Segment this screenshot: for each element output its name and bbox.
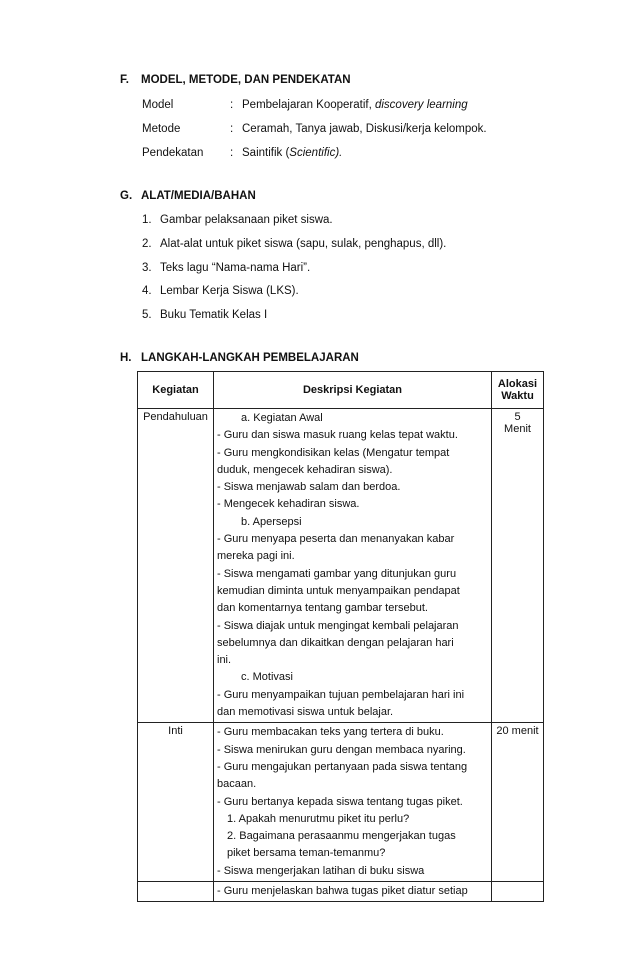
kegiatan-inti: Inti — [138, 723, 214, 882]
section-g-letter: G. — [120, 190, 133, 202]
metode-key: Metode — [142, 123, 181, 135]
list-item-number: 2. — [142, 238, 152, 250]
desc-line: - Guru mengkondisikan kelas (Mengatur tempat — [217, 446, 450, 459]
desc-line: - Guru menjelaskan bahwa tugas piket diatur setiap — [217, 885, 468, 898]
table-header-row — [138, 372, 544, 409]
header-kegiatan: Kegiatan — [138, 372, 214, 409]
section-h-title — [120, 352, 359, 364]
section-f-title — [120, 74, 351, 86]
table-row-inti-continued — [138, 882, 544, 902]
desc-line: - Guru dan siswa masuk ruang kelas tepat waktu. — [217, 429, 458, 442]
learning-steps-table — [137, 371, 544, 902]
table-row-inti — [138, 723, 544, 882]
subheading-motivasi: c. Motivasi — [241, 671, 293, 684]
list-item-text: Teks lagu “Nama-nama Hari”. — [160, 262, 311, 274]
deskripsi-inti — [214, 723, 492, 882]
metode-row — [142, 123, 487, 135]
subheading-apersepsi: b. Apersepsi — [241, 515, 302, 528]
desc-line: - Guru menyapa peserta dan menanyakan kabar — [217, 533, 455, 546]
section-h-letter: H. — [120, 352, 132, 364]
kegiatan-pendahuluan: Pendahuluan — [138, 409, 214, 723]
desc-line: - Mengecek kehadiran siswa. — [217, 498, 360, 511]
list-item — [142, 262, 310, 274]
desc-line: - Siswa menirukan guru dengan membaca nyaring. — [217, 743, 466, 756]
desc-line: - Siswa diajak untuk mengingat kembali pelajaran — [217, 619, 459, 632]
desc-line: - Guru mengajukan pertanyaan pada siswa tentang — [217, 760, 468, 773]
model-value: Pembelajaran Kooperatif, — [242, 99, 375, 111]
model-row — [142, 99, 468, 111]
header-alokasi-line2: Waktu — [501, 390, 534, 402]
list-item — [142, 214, 333, 226]
desc-line: mereka pagi ini. — [217, 550, 295, 563]
list-item-number: 5. — [142, 309, 152, 321]
list-item-text: Gambar pelaksanaan piket siswa. — [160, 214, 333, 226]
deskripsi-pendahuluan — [214, 409, 492, 723]
list-item-number: 3. — [142, 262, 152, 274]
alokasi-inti: 20 menit — [492, 723, 544, 882]
pendekatan-row — [142, 147, 342, 159]
subheading-kegiatan-awal: a. Kegiatan Awal — [241, 412, 323, 424]
pendekatan-sep: : — [230, 147, 234, 159]
section-f-heading: MODEL, METODE, DAN PENDEKATAN — [141, 74, 351, 86]
desc-line: 2. Bagaimana perasaanmu mengerjakan tugas — [227, 830, 456, 843]
pendekatan-value: Saintifik ( — [242, 147, 290, 159]
list-item-number: 4. — [142, 285, 152, 297]
desc-line: piket bersama teman-temanmu? — [227, 847, 386, 860]
section-h-heading: LANGKAH-LANGKAH PEMBELAJARAN — [141, 352, 359, 364]
desc-line: - Siswa menjawab salam dan berdoa. — [217, 481, 401, 494]
list-item — [142, 238, 446, 250]
pendekatan-key: Pendekatan — [142, 147, 204, 159]
header-alokasi-line1: Alokasi — [497, 378, 538, 390]
deskripsi-inti-continued — [214, 882, 492, 902]
desc-line: kemudian diminta untuk menyampaikan pendapat — [217, 584, 460, 597]
desc-line: - Siswa mengamati gambar yang ditunjukan guru — [217, 567, 457, 580]
kegiatan-empty — [138, 882, 214, 902]
desc-line: sebelumnya dan dikaitkan dengan pelajaran hari — [217, 636, 454, 649]
alokasi-pendahuluan-value: 5 — [514, 411, 521, 423]
header-alokasi — [492, 372, 544, 409]
section-g-heading: ALAT/MEDIA/BAHAN — [141, 190, 256, 202]
section-f-letter: F. — [120, 74, 129, 86]
table-row-pendahuluan — [138, 409, 544, 723]
desc-line: - Guru menyampaikan tujuan pembelajaran hari ini — [217, 688, 465, 701]
desc-line: - Guru bertanya kepada siswa tentang tugas piket. — [217, 795, 463, 808]
desc-line: - Guru membacakan teks yang tertera di buku. — [217, 726, 444, 739]
metode-value: Ceramah, Tanya jawab, Diskusi/kerja kelompok. — [242, 123, 487, 135]
list-item — [142, 285, 299, 297]
desc-line: - Siswa mengerjakan latihan di buku siswa — [217, 864, 425, 877]
desc-line: duduk, mengecek kehadiran siswa). — [217, 463, 393, 476]
model-value-italic: discovery learning — [374, 99, 468, 111]
header-deskripsi: Deskripsi Kegiatan — [214, 372, 492, 409]
pendekatan-value-italic: Scientific). — [289, 147, 343, 159]
model-sep: : — [230, 99, 234, 111]
list-item-text: Buku Tematik Kelas I — [160, 309, 268, 321]
list-item-text: Alat-alat untuk piket siswa (sapu, sulak, penghapus, dll). — [160, 238, 447, 250]
alokasi-pendahuluan-unit: Menit — [504, 423, 531, 435]
desc-line: dan memotivasi siswa untuk belajar. — [217, 706, 394, 719]
model-key: Model — [142, 99, 174, 111]
desc-line: dan komentarnya tentang gambar tersebut. — [217, 602, 428, 615]
desc-line: ini. — [217, 654, 232, 667]
metode-sep: : — [230, 123, 234, 135]
list-item-number: 1. — [142, 214, 152, 226]
desc-line: 1. Apakah menurutmu piket itu perlu? — [227, 812, 410, 825]
alokasi-pendahuluan — [492, 409, 544, 723]
section-g-title — [120, 190, 256, 202]
desc-line: bacaan. — [217, 778, 257, 791]
alokasi-empty — [492, 882, 544, 902]
list-item-text: Lembar Kerja Siswa (LKS). — [160, 285, 299, 297]
list-item — [142, 309, 267, 321]
